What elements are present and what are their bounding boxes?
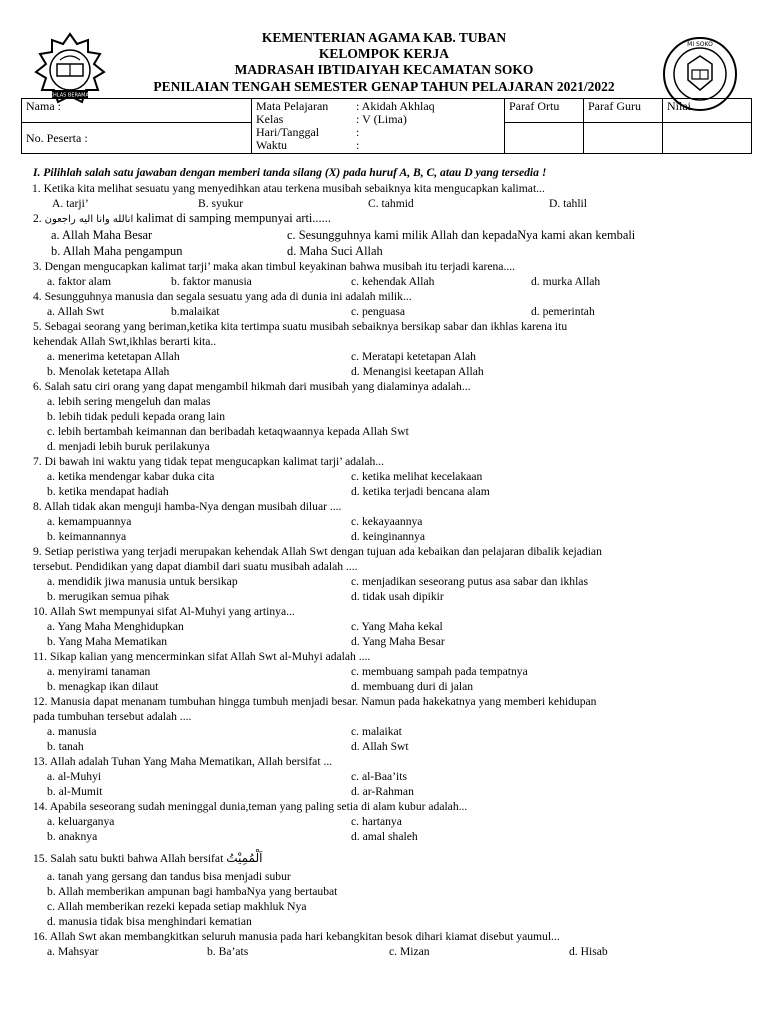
option-a[interactable]: a. ketika mendengar kabar duka cita — [47, 470, 215, 483]
option-a[interactable]: a. Allah Swt — [47, 305, 105, 318]
option-d[interactable]: d. Yang Maha Besar — [351, 635, 445, 648]
question-12: 12. Manusia dapat menanam tumbuhan hingga tumbuh menjadi besar. Namun pada hakekatnya yang memberi kehidupan — [33, 695, 597, 708]
option-a[interactable]: a. Yang Maha Menghidupkan — [47, 620, 184, 633]
option-b[interactable]: b. Ba’ats — [207, 945, 249, 958]
question-10-options — [33, 619, 745, 649]
class-value: : V (Lima) — [356, 112, 407, 126]
date-value[interactable]: : — [356, 125, 360, 139]
option-a[interactable]: a. Mahsyar — [47, 945, 99, 958]
option-d[interactable]: D. tahlil — [549, 197, 587, 210]
option-c[interactable]: c. al-Baa’its — [351, 770, 408, 783]
question-9: 9. Setiap peristiwa yang terjadi merupakan kehendak Allah Swt dengan tujuan ada kebaikan dan pelajaran dibalik kejadian — [33, 545, 602, 558]
option-c[interactable]: c. malaikat — [351, 725, 402, 738]
question-14-options — [33, 814, 745, 844]
option-b[interactable]: b. anaknya — [47, 830, 98, 843]
class-label: Kelas — [256, 112, 284, 126]
parent-signature-label: Paraf Ortu — [505, 99, 584, 123]
logo-right-text: MI SOKO — [687, 41, 713, 48]
question-5-options — [33, 349, 745, 379]
option-a[interactable]: a. faktor alam — [47, 275, 112, 288]
participant-number-field[interactable]: No. Peserta : — [22, 123, 252, 154]
option-c[interactable]: c. kehendak Allah — [351, 275, 435, 288]
option-a[interactable]: a. menerima ketetapan Allah — [47, 350, 180, 363]
option-c[interactable]: c. kekayaannya — [351, 515, 423, 528]
option-b[interactable]: B. syukur — [198, 197, 244, 210]
option-a[interactable]: a. menyirami tanaman — [47, 665, 151, 678]
option-c[interactable]: c. Sesungguhnya kami milik Allah dan kepadaNya kami akan kembali — [287, 228, 636, 242]
question-15-options — [33, 869, 745, 929]
question-14: 14. Apabila seseorang sudah meninggal dunia,teman yang paling setia di alam kubur adalah... — [33, 800, 468, 813]
option-b[interactable]: b. al-Mumit — [47, 785, 103, 798]
arabic-phrase: انالله وانا اليه راجعون — [44, 214, 134, 225]
option-b[interactable]: b. ketika mendapat hadiah — [47, 485, 169, 498]
option-a[interactable]: a. mendidik jiwa manusia untuk bersikap — [47, 575, 238, 588]
question-3: 3. Dengan mengucapkan kalimat tarji’ maka akan timbul keyakinan bahwa musibah itu terjadi karena.... — [33, 260, 516, 273]
subject-value: : Akidah Akhlaq — [356, 99, 435, 113]
question-1: 1. Ketika kita melihat sesuatu yang menyedihkan atau terkena musibah sebaiknya kita mengucapkan kalimat... — [32, 182, 545, 195]
question-15-text: 15. Salah satu bukti bahwa Allah bersifat — [33, 852, 224, 865]
question-16-options — [33, 944, 745, 959]
time-value[interactable]: : — [356, 138, 360, 152]
option-b[interactable]: b. Menolak ketetapa Allah — [47, 365, 170, 378]
option-b[interactable]: b. merugikan semua pihak — [47, 590, 170, 603]
option-d[interactable]: d. membuang duri di jalan — [351, 680, 474, 693]
subject-info-cell — [252, 99, 505, 154]
option-a[interactable]: a. al-Muhyi — [47, 770, 102, 783]
option-a[interactable]: a. tanah yang gersang dan tandus bisa menjadi subur — [47, 870, 291, 883]
parent-signature-box[interactable] — [505, 123, 584, 154]
option-b[interactable]: b. tanah — [47, 740, 84, 753]
option-a[interactable]: A. tarji’ — [52, 197, 89, 210]
option-d[interactable]: d. Allah Swt — [351, 740, 409, 753]
date-label: Hari/Tanggal — [256, 125, 320, 139]
question-4: 4. Sesungguhnya manusia dan segala sesuatu yang ada di dunia ini adalah milik... — [33, 290, 412, 303]
option-c[interactable]: c. penguasa — [351, 305, 406, 318]
logo-left-text: IKHLAS BERAMAL — [48, 92, 92, 99]
option-d[interactable]: d. ketika terjadi bencana alam — [351, 485, 490, 498]
option-d[interactable]: d. menjadi lebih buruk perilakunya — [47, 440, 210, 453]
option-d[interactable]: d. pemerintah — [531, 305, 595, 318]
question-13-options — [33, 769, 745, 799]
option-a[interactable]: a. lebih sering mengeluh dan malas — [47, 395, 211, 408]
option-c[interactable]: c. hartanya — [351, 815, 402, 828]
question-2-options — [33, 227, 745, 259]
option-b[interactable]: b. faktor manusia — [171, 275, 252, 288]
score-label: Nilai — [663, 99, 752, 123]
option-c[interactable]: c. Mizan — [389, 945, 430, 958]
question-6-options — [33, 394, 745, 454]
option-c[interactable]: c. Yang Maha kekal — [351, 620, 443, 633]
option-d[interactable]: d. tidak usah dipikir — [351, 590, 444, 603]
question-9-options — [33, 574, 745, 604]
option-d[interactable]: d. Hisab — [569, 945, 608, 958]
option-d[interactable]: d. manusia tidak bisa menghindari kematian — [47, 915, 252, 928]
option-d[interactable]: d. keinginannya — [351, 530, 426, 543]
option-b[interactable]: b. keimannannya — [47, 530, 127, 543]
question-11: 11. Sikap kalian yang mencerminkan sifat Allah Swt al-Muhyi adalah .... — [33, 650, 371, 663]
option-c[interactable]: c. lebih bertambah keimannan dan beribadah ketaqwaannya kepada Allah Swt — [47, 425, 409, 438]
header-working-group: KELOMPOK KERJA — [318, 46, 450, 61]
teacher-signature-label: Paraf Guru — [584, 99, 663, 123]
question-1-options — [33, 196, 745, 211]
question-5: 5. Sebagai seorang yang beriman,ketika kita tertimpa suatu musibah sebaiknya bersikap sabar dan ikhlas karena itu — [33, 320, 568, 333]
header-madrasah: MADRASAH IBTIDAIYAH KECAMATAN SOKO — [234, 62, 534, 77]
question-15 — [33, 848, 745, 869]
option-d[interactable]: d. murka Allah — [531, 275, 601, 288]
option-c[interactable]: c. menjadikan seseorang putus asa sabar dan ikhlas — [351, 575, 588, 588]
question-2-text: kalimat di samping mempunyai arti...... — [136, 211, 331, 225]
student-info-table — [21, 98, 752, 154]
question-2: 2. انالله وانا اليه راجعون kalimat di samping mempunyai arti...... — [33, 211, 331, 225]
name-field[interactable]: Nama : — [22, 99, 252, 123]
option-d[interactable]: d. amal shaleh — [351, 830, 418, 843]
question-12-cont: pada tumbuhan tersebut adalah .... — [33, 710, 192, 723]
question-7-options — [33, 469, 745, 499]
question-9-cont: tersebut. Pendidikan yang dapat diambil dari suatu musibah adalah .... — [33, 560, 358, 573]
option-b[interactable]: b. lebih tidak peduli kepada orang lain — [47, 410, 226, 423]
option-a[interactable]: a. kemampuannya — [47, 515, 132, 528]
teacher-signature-box[interactable] — [584, 123, 663, 154]
subject-label: Mata Pelajaran — [256, 99, 329, 113]
question-6: 6. Salah satu ciri orang yang dapat mengambil hikmah dari musibah yang dialaminya adalah... — [33, 380, 471, 393]
option-b[interactable]: b. Yang Maha Mematikan — [47, 635, 168, 648]
option-c[interactable]: c. Meratapi ketetapan Alah — [351, 350, 476, 363]
option-d[interactable]: d. Maha Suci Allah — [287, 244, 383, 258]
option-d[interactable]: d. ar-Rahman — [351, 785, 414, 798]
time-label: Waktu — [256, 138, 288, 152]
option-c[interactable]: C. tahmid — [368, 197, 414, 210]
option-d[interactable]: d. Menangisi keetapan Allah — [351, 365, 484, 378]
question-8-options — [33, 514, 745, 544]
option-c[interactable]: c. ketika melihat kecelakaan — [351, 470, 483, 483]
question-4-options — [33, 304, 745, 319]
option-c[interactable]: c. membuang sampah pada tempatnya — [351, 665, 528, 678]
arabic-al-mumit: اَلْمُمِيْتُ — [226, 851, 263, 865]
option-a[interactable]: a. manusia — [47, 725, 97, 738]
question-3-options — [33, 274, 745, 289]
option-b[interactable]: b.malaikat — [171, 305, 220, 318]
option-c[interactable]: c. Allah memberikan rezeki kepada setiap makhluk Nya — [47, 900, 307, 913]
question-11-options — [33, 664, 745, 694]
score-box[interactable] — [663, 123, 752, 154]
question-7: 7. Di bawah ini waktu yang tidak tepat mengucapkan kalimat tarji’ adalah... — [33, 455, 385, 468]
option-a[interactable]: a. Allah Maha Besar — [51, 228, 153, 242]
header-exam-title: PENILAIAN TENGAH SEMESTER GENAP TAHUN PELAJARAN 2021/2022 — [153, 79, 615, 94]
question-12-options — [33, 724, 745, 754]
instruction-text: I. Pilihlah salah satu jawaban dengan memberi tanda silang (X) pada huruf A, B, C, atau D yang tersedia ! — [33, 166, 547, 179]
option-b[interactable]: b. menagkap ikan dilaut — [47, 680, 159, 693]
option-a[interactable]: a. keluarganya — [47, 815, 115, 828]
option-b[interactable]: b. Allah Maha pengampun — [51, 244, 183, 258]
question-13: 13. Allah adalah Tuhan Yang Maha Mematikan, Allah bersifat ... — [33, 755, 333, 768]
option-b[interactable]: b. Allah memberikan ampunan bagi hambaNya yang bertaubat — [47, 885, 338, 898]
question-8: 8. Allah tidak akan menguji hamba-Nya dengan musibah diluar .... — [33, 500, 342, 513]
question-5-cont: kehendak Allah Swt,ikhlas berarti kita.. — [33, 335, 217, 348]
header-ministry: KEMENTERIAN AGAMA KAB. TUBAN — [261, 30, 507, 45]
question-16: 16. Allah Swt akan membangkitkan seluruh manusia pada hari kebangkitan besok dihari kiamat disebut yaumul... — [33, 930, 560, 943]
questions-section — [33, 165, 745, 959]
question-10: 10. Allah Swt mempunyai sifat Al-Muhyi yang artinya... — [33, 605, 295, 618]
